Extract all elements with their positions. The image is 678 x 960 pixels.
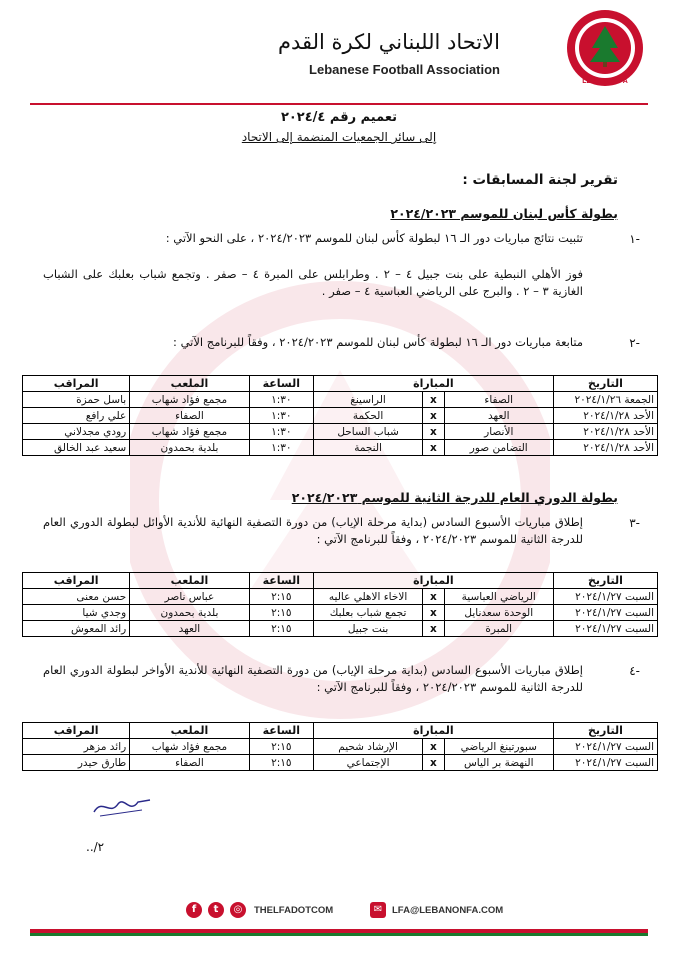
table-row [23,621,658,637]
signature [92,792,152,820]
section-heading-cup: بطولة كأس لبنان للموسم ٢٠٢٤/٢٠٢٣ [390,206,618,221]
cell-time: ٢:١٥ [249,755,313,771]
cell-vs: x [423,605,444,621]
item-text-2: متابعة مباريات دور الـ ١٦ لبطولة كأس لبنان للموسم ٢٠٢٤/٢٠٢٣ ، وفقاً للبرنامج الآتي : [173,335,583,349]
cell-vs: x [423,440,444,456]
col-date: التاريخ [553,376,657,392]
cell-vs: x [423,424,444,440]
cell-venue: بلدية بحمدون [130,605,249,621]
cell-away: شباب الساحل [313,424,422,440]
cell-date: السبت ٢٠٢٤/١/٢٧ [553,589,657,605]
item-text-1: تثبيت نتائج مباريات دور الـ ١٦ لبطولة كأس لبنان للموسم ٢٠٢٤/٢٠٢٣ ، على النحو الآتي : [165,231,583,245]
cell-venue: العهد [130,621,249,637]
circular-recipients: إلى سائر الجمعيات المنضمة إلى الاتحاد [241,130,437,144]
cell-home: الأنصار [444,424,553,440]
cell-vs: x [423,392,444,408]
cell-date: السبت ٢٠٢٤/١/٢٧ [553,739,657,755]
instagram-icon[interactable]: ◎ [230,902,246,918]
twitter-icon[interactable]: t [208,902,224,918]
page-continuation: ../٢ [86,840,105,854]
col-time: الساعة [249,573,313,589]
table-row [23,408,658,424]
cell-date: الأحد ٢٠٢٤/١/٢٨ [553,440,657,456]
cell-vs: x [423,755,444,771]
col-time: الساعة [249,376,313,392]
cell-date: السبت ٢٠٢٤/١/٢٧ [553,605,657,621]
col-match: المباراة [313,573,553,589]
cell-venue: مجمع فؤاد شهاب [130,424,249,440]
col-observer: المراقب [23,376,130,392]
cell-time: ١:٣٠ [249,424,313,440]
cell-home: سبورتينغ الرياضي [444,739,553,755]
cell-venue: الصفاء [130,408,249,424]
facebook-icon[interactable]: f [186,902,202,918]
table-row [23,589,658,605]
cell-observer: رائد مزهر [23,739,130,755]
table-row [23,424,658,440]
cell-observer: رائد المعوش [23,621,130,637]
cell-observer: وجدي شيا [23,605,130,621]
cell-time: ١:٣٠ [249,408,313,424]
cell-away: الاخاء الاهلي عاليه [313,589,422,605]
item-number-4: -٤ [629,664,640,678]
cell-time: ٢:١٥ [249,605,313,621]
cell-time: ٢:١٥ [249,621,313,637]
cell-venue: مجمع فؤاد شهاب [130,739,249,755]
item-number-3: -٣ [629,516,640,530]
cell-away: تجمع شباب بعلبك [313,605,422,621]
cell-venue: عباس ناصر [130,589,249,605]
col-match: المباراة [313,376,553,392]
cell-time: ٢:١٥ [249,589,313,605]
table-row [23,605,658,621]
cell-vs: x [423,589,444,605]
cell-observer: سعيد عبد الخالق [23,440,130,456]
cell-venue: بلدية بحمدون [130,440,249,456]
footer-email[interactable]: LFA@LEBANONFA.COM [392,905,504,916]
header-divider [30,103,648,105]
cell-observer: طارق حيدر [23,755,130,771]
cell-away: النجمة [313,440,422,456]
cell-away: بنت جبيل [313,621,422,637]
cell-vs: x [423,739,444,755]
col-venue: الملعب [130,723,249,739]
schedule-table-cup [22,375,658,456]
item-number-2: -٢ [629,336,640,350]
cell-home: النهضة بر الياس [444,755,553,771]
cell-observer: علي رافع [23,408,130,424]
cell-observer: رودي مجدلاني [23,424,130,440]
table-row [23,755,658,771]
cell-venue: مجمع فؤاد شهاب [130,392,249,408]
cup-results: فوز الأهلي النبطية على بنت جبيل ٤ – ٢ . وطرابلس على المبرة ٤ – صفر . وتجمع شباب بعلبك على الشباب الغازية ٣ – ٢ . والبرج على الرياضي العباسية ٤ – صفر . [43,267,584,298]
cell-date: الأحد ٢٠٢٤/١/٢٨ [553,408,657,424]
cell-home: المبرة [444,621,553,637]
cell-time: ١:٣٠ [249,392,313,408]
cell-venue: الصفاء [130,755,249,771]
header-title-en: Lebanese Football Association [309,62,500,77]
cell-away: الإرشاد شحيم [313,739,422,755]
cell-observer: حسن معنى [23,589,130,605]
email-icon: ✉ [370,902,386,918]
cell-vs: x [423,621,444,637]
report-title: تقرير لجنة المسابقات : [462,172,618,188]
table-row [23,440,658,456]
schedule-table-league-top [22,572,658,637]
col-observer: المراقب [23,723,130,739]
cell-date: الجمعة ٢٠٢٤/١/٢٦ [553,392,657,408]
col-venue: الملعب [130,376,249,392]
col-match: المباراة [313,723,553,739]
circular-number: تعميم رقم ٢٠٢٤/٤ [280,110,398,125]
item-number-1: -١ [629,232,640,246]
header-title-ar: الاتحاد اللبناني لكرة القدم [277,30,500,54]
col-date: التاريخ [553,573,657,589]
table-row [23,739,658,755]
item-text-4: إطلاق مباريات الأسبوع السادس (بداية مرحلة الإياب) من دورة التصفية النهائية للأندية الأواخر لبطولة الدوري العام للدرجة الثانية للموسم ٢٠٢٤/٢٠٢٣ ، وفقاً للبرنامج الآتي : [43,663,583,694]
social-handle[interactable]: THELFADOTCOM [254,905,334,916]
cell-home: الصفاء [444,392,553,408]
footer-stripe [30,925,648,939]
cell-home: التضامن صور [444,440,553,456]
cell-vs: x [423,408,444,424]
logo-caption: LEBANON FA [582,78,628,85]
section-heading-league: بطولة الدوري العام للدرجة الثانية للموسم ٢٠٢٤/٢٠٢٣ [291,490,618,505]
cell-away: الحكمة [313,408,422,424]
col-observer: المراقب [23,573,130,589]
table-row [23,392,658,408]
item-text-3: إطلاق مباريات الأسبوع السادس (بداية مرحلة الإياب) من دورة التصفية النهائية للأندية الأوائل لبطولة الدوري العام للدرجة الثانية للموسم ٢٠٢٤/٢٠٢٣ ، وفقاً للبرنامج الآتي : [43,515,583,546]
cell-time: ١:٣٠ [249,440,313,456]
schedule-table-league-bottom [22,722,658,771]
cell-away: الراسينغ [313,392,422,408]
cell-date: السبت ٢٠٢٤/١/٢٧ [553,621,657,637]
col-date: التاريخ [553,723,657,739]
col-venue: الملعب [130,573,249,589]
cell-observer: باسل حمزة [23,392,130,408]
cell-home: العهد [444,408,553,424]
cell-time: ٢:١٥ [249,739,313,755]
cell-home: الوحدة سعدنايل [444,605,553,621]
cell-home: الرياضي العباسية [444,589,553,605]
cell-date: السبت ٢٠٢٤/١/٢٧ [553,755,657,771]
cell-away: الإجتماعي [313,755,422,771]
cell-date: الأحد ٢٠٢٤/١/٢٨ [553,424,657,440]
col-time: الساعة [249,723,313,739]
